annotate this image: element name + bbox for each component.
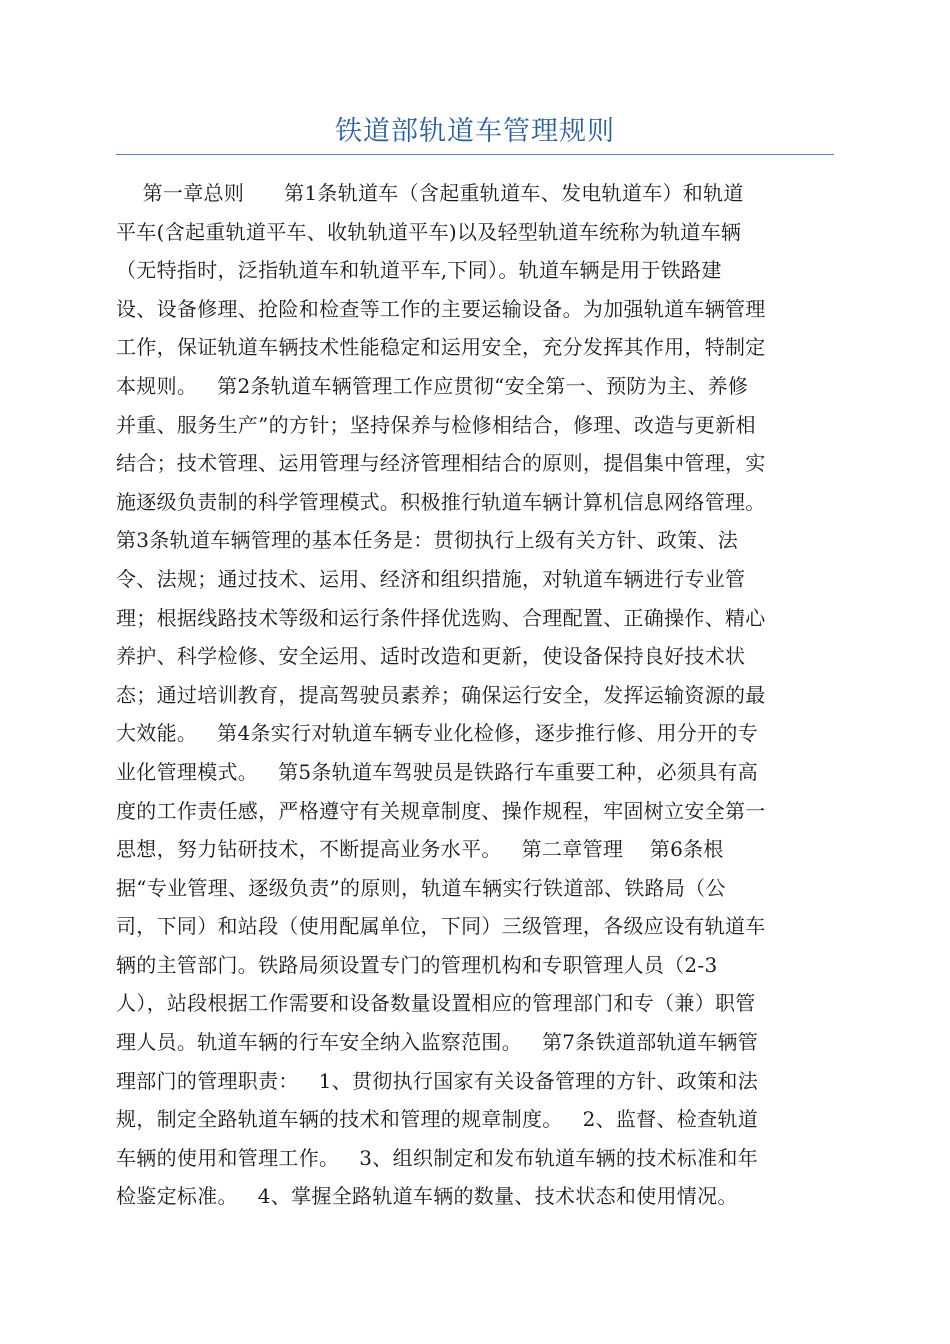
text-line: 检鉴定标准。 4、掌握全路轨道车辆的数量、技术状态和使用情况。: [116, 1184, 738, 1209]
text-line: 工作，保证轨道车辆技术性能稳定和运用安全，充分发挥其作用，特制定: [116, 335, 766, 360]
text-line: 理人员。轨道车辆的行车安全纳入监察范围。 第7条铁道部轨道车辆管: [116, 1030, 758, 1055]
text-line: 并重、服务生产”的方针；坚持保养与检修相结合，修理、改造与更新相: [116, 412, 756, 437]
text-line: 本规则。 第2条轨道车辆管理工作应贯彻“安全第一、预防为主、养修: [116, 373, 749, 398]
text-line: 第3条轨道车辆管理的基本任务是：贯彻执行上级有关方针、政策、法: [116, 528, 739, 553]
text-line: 思想，努力钻研技术，不断提高业务水平。 第二章管理 第6条根: [116, 837, 724, 862]
text-line: 司，下同）和站段（使用配属单位，下同）三级管理，各级应设有轨道车: [116, 914, 766, 939]
text-line: 辆的主管部门。铁路局须设置专门的管理机构和专职管理人员（2-3: [116, 952, 718, 977]
text-line: 设、设备修理、抢险和检查等工作的主要运输设备。为加强轨道车辆管理: [116, 296, 766, 321]
text-line: 据“专业管理、逐级负责”的原则，轨道车辆实行铁道部、铁路局（公: [116, 875, 726, 900]
text-line: 业化管理模式。 第5条轨道车驾驶员是铁路行车重要工种，必须具有高: [116, 759, 758, 784]
text-line: 平车(含起重轨道平车、收轨轨道平车)以及轻型轨道车统称为轨道车辆: [116, 219, 742, 244]
text-line: 第一章总则 第1条轨道车（含起重轨道车、发电轨道车）和轨道: [116, 181, 744, 205]
text-line: 施逐级负责制的科学管理模式。积极推行轨道车辆计算机信息网络管理。: [116, 489, 766, 514]
text-line: 车辆的使用和管理工作。 3、组织制定和发布轨道车辆的技术标准和年: [116, 1145, 758, 1170]
text-line: 结合；技术管理、运用管理与经济管理相结合的原则，提倡集中管理，实: [116, 451, 766, 476]
document-body: [116, 174, 834, 1216]
text-line: 人），站段根据工作需要和设备数量设置相应的管理部门和专（兼）职管: [116, 991, 756, 1016]
text-line: 令、法规；通过技术、运用、经济和组织措施，对轨道车辆进行专业管: [116, 566, 746, 591]
text-line: 度的工作责任感，严格遵守有关规章制度、操作规程，牢固树立安全第一: [116, 798, 766, 823]
text-line: 态；通过培训教育，提高驾驶员素养；确保运行安全，发挥运输资源的最: [116, 682, 766, 707]
document-title: 铁道部轨道车管理规则: [335, 116, 615, 147]
text-line: （无特指时，泛指轨道车和轨道平车,下同）。轨道车辆是用于铁路建: [116, 258, 722, 283]
text-line: 规，制定全路轨道车辆的技术和管理的规章制度。 2、监督、检查轨道: [116, 1107, 758, 1132]
text-line: 理部门的管理职责： 1、贯彻执行国家有关设备管理的方针、政策和法: [116, 1068, 758, 1093]
text-line: 养护、科学检修、安全运用、适时改造和更新，使设备保持良好技术状: [116, 644, 746, 669]
text-line: 大效能。 第4条实行对轨道车辆专业化检修，逐步推行修、用分开的专: [116, 721, 758, 746]
text-line: 理；根据线路技术等级和运行条件择优选购、合理配置、正确操作、精心: [116, 605, 766, 630]
title-underline: [116, 154, 834, 155]
